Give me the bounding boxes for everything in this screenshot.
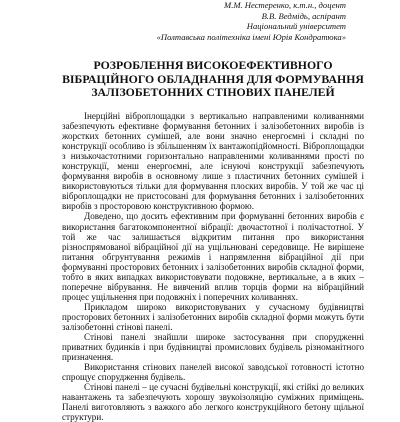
body-paragraph: Прикладом широко використовуваних у сучасному будівництві просторових бетонних і залізобетонних виробів складної форми можуть бути залізобетонні стінові панелі.: [62, 301, 364, 332]
affiliation-line: «Полтавська політехніка імені Юрія Кондратюка»: [156, 31, 346, 42]
title-line: ВІБРАЦІЙНОГО ОБЛАДНАННЯ ДЛЯ ФОРМУВАННЯ: [62, 71, 364, 86]
title-line: РОЗРОБЛЕННЯ ВИСОКОЕФЕКТИВНОГО: [93, 58, 333, 73]
paper-body: [62, 111, 364, 422]
affiliation-line: Національний університет: [246, 21, 346, 32]
author-block: [62, 0, 346, 42]
author-line: В.В. Ведмідь, аспірант: [261, 10, 346, 21]
body-paragraph: Використання стінових панелей високої заводської готовності істотно спрощує спорудження будівель.: [62, 362, 364, 383]
title-line: ЗАЛІЗОБЕТОННИХ СТІНОВИХ ПАНЕЛЕЙ: [91, 84, 335, 99]
paper-title: [62, 59, 364, 99]
body-paragraph: Стінові панелі – це сучасні будівельні конструкції, які стійкі до великих навантажень та забезпечують хорошу звукоізоляцію суміжних приміщень. Панелі виготовляють з важкого або легкого конструкційного бетону щільної структури.: [62, 382, 364, 422]
body-paragraph: Доведено, що досить ефективним при формуванні бетонних виробів є використання багатокомпонентної вібрації: двочастотної і полічастотної. У той же час залишається відкритим питання про використання різноспрямованої вібраційної дії на ущільнювані середовище. Не вирішене питання обгрунтування режимів і напрямлення вібраційної дії при формуванні просторових бетонних і залізобетонних виробів складної форми, тобто в яких випадках використовувати подовжне, вертикальне, а в яких – поперечне вібрування. Не вивчений вплив торців форми на вібраційний процес ущільнення при подовжніх і поперечних коливаннях.: [62, 211, 364, 302]
body-paragraph: Інерційні віброплощадки з вертикально направленими коливаннями забезпечують ефективне формування бетонних і залізобетонних виробів із жорстких бетонних сумішей, але вони значно енергоємні і складні по конструкції особливо із збільшенням їх вантажопідйомності. Віброплощадки з низькочастотними горизонтально направленими коливаннями прості по конструкції, менш енергоємні, але існуючі конструкції забезпечують формування виробів в основному лише з пластичних бетонних сумішей і використовуються тільки для формування плоских виробів. У той же час ці віброплощадки не пристосовані для формування бетонних і залізобетонних виробів з просторовою конструктивною формою.: [62, 110, 364, 212]
body-paragraph: Стінові панелі знайшли широке застосування при спорудженні приватних будинків і при будівництві промислових будівель різноманітного призначення.: [62, 332, 364, 363]
author-line: М.М. Нестеренко, к.т.н., доцент: [224, 0, 346, 10]
